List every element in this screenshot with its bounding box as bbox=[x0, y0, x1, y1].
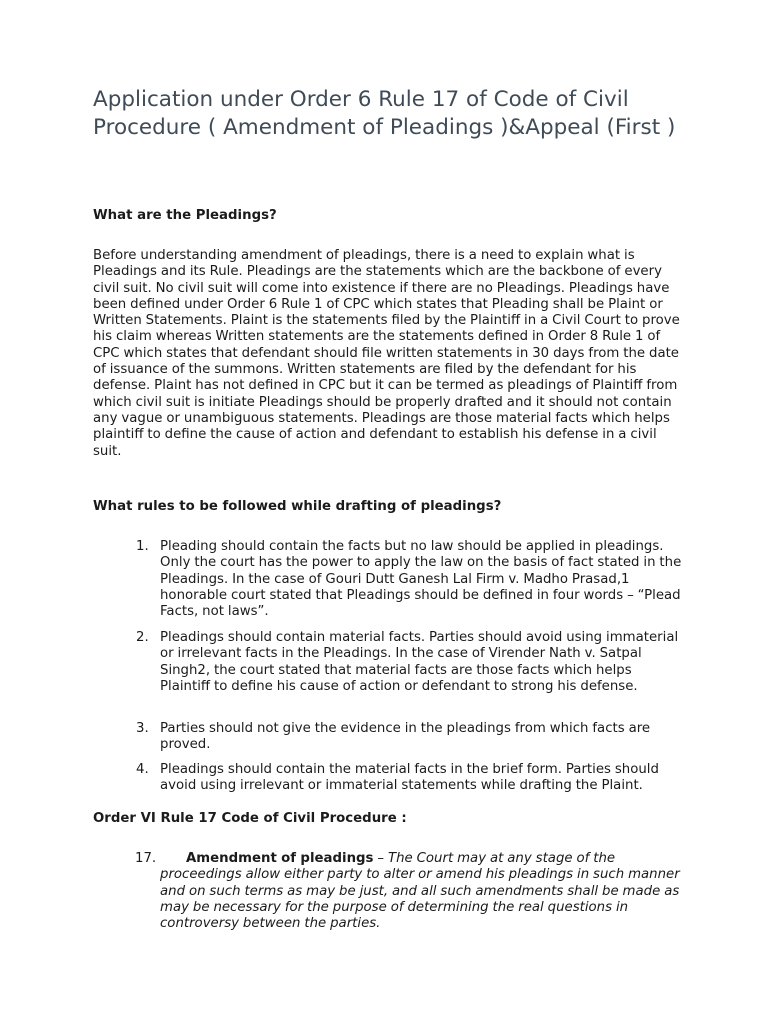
list-item-text: Pleading should contain the facts but no law should be applied in pleadings. Only the court has the power to apply the law on the basis of fact stated in the Pleadings. In the case of Gouri Dutt Ganesh Lal Firm v. Madho Prasad,1 honorable court stated that Pleadings should be defined in four words – “Plead Facts, not laws”. bbox=[160, 539, 682, 620]
rule-17-title: Amendment of pleadings bbox=[186, 851, 374, 866]
list-item bbox=[136, 721, 685, 754]
list-item-number: 2. bbox=[136, 630, 149, 645]
rule-17-number: 17. bbox=[135, 851, 157, 866]
list-item-text: Parties should not give the evidence in the pleadings from which facts are proved. bbox=[160, 721, 651, 753]
list-item bbox=[136, 539, 685, 620]
list-item-number: 3. bbox=[136, 721, 149, 736]
rule-17-block bbox=[135, 851, 685, 932]
list-item-number: 4. bbox=[136, 762, 149, 777]
section-heading-pleadings: What are the Pleadings? bbox=[93, 208, 277, 223]
list-item-number: 1. bbox=[136, 539, 149, 554]
document-title: Application under Order 6 Rule 17 of Code of Civil Procedure ( Amendment of Pleadings )&Appeal (First ) bbox=[93, 87, 676, 140]
rule-17-dash: – bbox=[373, 851, 388, 866]
pleadings-paragraph: Before understanding amendment of pleadings, there is a need to explain what is Pleadings and its Rule. Pleadings are the statements which are the backbone of every civil suit. No civil suit will come into existence if there are no Pleadings. Pleadings have been defined under Order 6 Rule 1 of CPC which states that Pleading shall be Plaint or Written Statements. Plaint is the statements filed by the Plaintiff in a Civil Court to prove his claim whereas Written statements are the statements defined in Order 8 Rule 1 of CPC which states that defendant should file written statements in 30 days from the date of issuance of the summons. Written statements are filed by the defendant for his defense. Plaint has not defined in CPC but it can be termed as pleadings of Plaintiff from which civil suit is initiate Pleadings should be properly drafted and it should not contain any vague or unambiguous statements. Pleadings are those material facts which helps plaintiff to define the cause of action and defendant to establish his defense in a civil suit. bbox=[93, 248, 680, 459]
list-item-text: Pleadings should contain material facts. Parties should avoid using immaterial or irrelevant facts in the Pleadings. In the case of Virender Nath v. Satpal Singh2, the court stated that material facts are those facts which helps Plaintiff to define his cause of action or defendant to strong his defense. bbox=[160, 630, 679, 694]
section-heading-order-vi-rule-17: Order VI Rule 17 Code of Civil Procedure : bbox=[93, 811, 407, 826]
section-heading-drafting-rules: What rules to be followed while drafting of pleadings? bbox=[93, 499, 502, 514]
list-item bbox=[136, 630, 685, 695]
list-item bbox=[136, 762, 685, 795]
list-item-text: Pleadings should contain the material facts in the brief form. Parties should avoid using irrelevant or immaterial statements while drafting the Plaint. bbox=[160, 762, 659, 794]
rule-17-body: The Court may at any stage of the proceedings allow either party to alter or amend his pleadings in such manner and on such terms as may be just, and all such amendments shall be made as may be necessary for the purpose of determining the real questions in controversy between the parties. bbox=[160, 851, 680, 932]
